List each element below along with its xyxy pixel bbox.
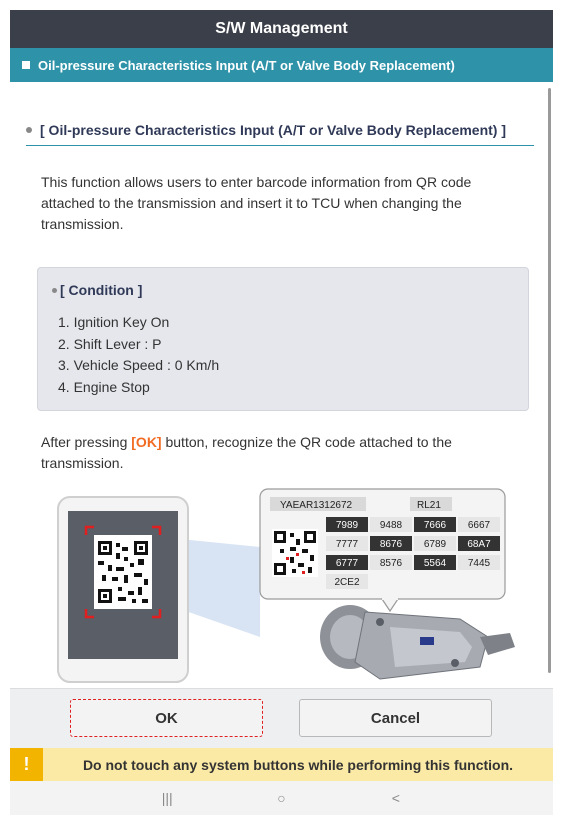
ok-button[interactable]: OK — [70, 699, 263, 737]
content-area[interactable] — [10, 82, 553, 688]
code-cell: 68A7 — [467, 539, 491, 550]
instruction-text — [41, 432, 511, 474]
condition-item: 2. Shift Lever : P — [58, 335, 162, 352]
back-icon[interactable]: < — [391, 790, 400, 806]
code-cell: 7989 — [335, 520, 359, 531]
warning-icon: ! — [10, 748, 43, 781]
square-bullet-icon — [22, 61, 30, 69]
warning-text: Do not touch any system buttons while performing this function. — [82, 756, 514, 773]
code-cell: 6667 — [467, 520, 491, 531]
scan-beam — [180, 539, 260, 637]
code-cell: 2CE2 — [334, 577, 360, 588]
cancel-button[interactable]: Cancel — [299, 699, 492, 737]
app-window — [10, 10, 553, 815]
code-cell: 5564 — [423, 558, 447, 569]
condition-title — [52, 282, 142, 298]
button-bar — [10, 688, 553, 749]
ok-keyword: [OK] — [131, 434, 162, 450]
condition-title-text: [ Condition ] — [60, 282, 143, 298]
condition-item: 4. Engine Stop — [58, 378, 150, 395]
recents-icon[interactable]: ||| — [161, 790, 173, 806]
condition-list — [58, 312, 219, 398]
description: This function allows users to enter barcode information from QR code attached to the transmission and insert it to TCU when changing the transmission. — [41, 174, 472, 232]
callout-code: YAEAR1312672 — [280, 500, 353, 511]
code-cell: 6789 — [423, 539, 447, 550]
home-icon[interactable]: ○ — [277, 790, 286, 806]
code-cell: 6777 — [335, 558, 359, 569]
section-bar — [10, 48, 553, 82]
system-navbar — [10, 781, 553, 815]
condition-item: 3. Vehicle Speed : 0 Km/h — [58, 357, 220, 373]
transmission-icon — [320, 605, 515, 679]
instruction-suffix: button, recognize the QR code attached to the transmission. — [41, 434, 452, 471]
heading-text: [ Oil-pressure Characteristics Input (A/T or Valve Body Replacement) ] — [40, 122, 507, 138]
warning-banner — [10, 748, 553, 781]
bullet-icon — [52, 288, 57, 293]
condition-box — [37, 267, 529, 411]
code-cell: 7445 — [467, 558, 491, 569]
code-cell: 8676 — [379, 539, 403, 550]
scrollbar[interactable] — [548, 88, 551, 673]
title-bar — [10, 10, 553, 48]
code-cell: 7777 — [335, 539, 359, 550]
callout-label: RL21 — [417, 500, 441, 511]
app-title: S/W Management — [215, 20, 348, 37]
content-heading — [26, 122, 534, 146]
instruction-prefix: After pressing — [41, 434, 132, 450]
code-cell: 8576 — [379, 558, 403, 569]
bullet-icon — [26, 127, 32, 133]
section-title: Oil-pressure Characteristics Input (A/T or Valve Body Replacement) — [38, 57, 455, 73]
condition-item: 1. Ignition Key On — [58, 314, 170, 330]
qr-scan-illustration — [10, 487, 553, 688]
code-cell: 7666 — [423, 520, 447, 531]
code-cell: 9488 — [379, 520, 403, 531]
